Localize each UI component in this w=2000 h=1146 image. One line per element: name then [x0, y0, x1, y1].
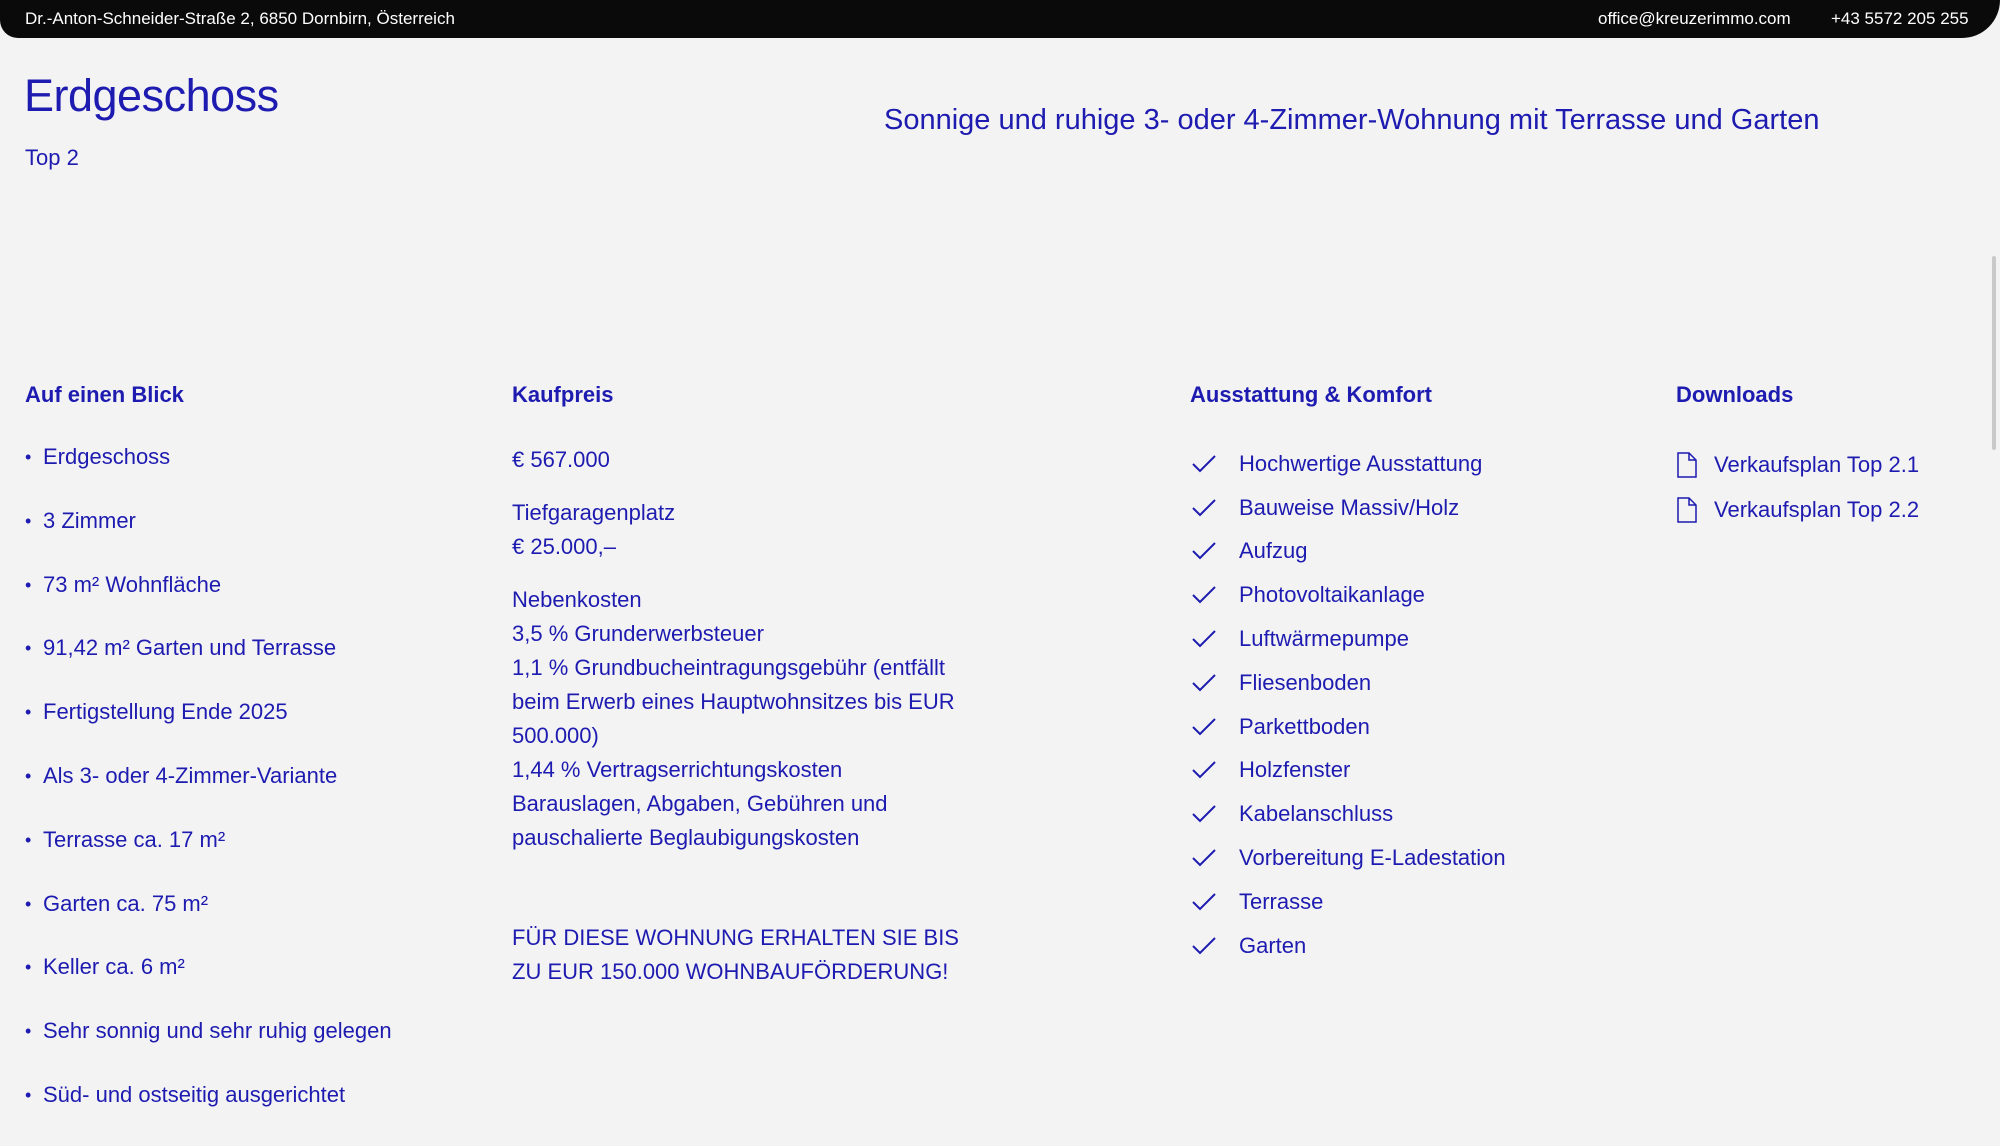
list-item: Garten — [1190, 924, 1506, 968]
scrollbar[interactable] — [1992, 256, 1996, 450]
subsidy-note-line1: FÜR DIESE WOHNUNG ERHALTEN SIE BIS — [512, 925, 959, 950]
list-item: • Süd- und ostseitig ausgerichtet — [25, 1081, 346, 1107]
list-item: Terrasse — [1190, 880, 1506, 924]
list-item: Photovoltaikanlage — [1190, 573, 1506, 617]
check-icon — [1190, 844, 1218, 872]
list-item: Aufzug — [1190, 530, 1506, 574]
check-icon — [1190, 756, 1218, 784]
costs-line: 3,5 % Grunderwerbsteuer — [512, 621, 764, 646]
check-icon — [1190, 713, 1218, 741]
list-item: Parkettboden — [1190, 705, 1506, 749]
list-item: Holzfenster — [1190, 749, 1506, 793]
document-icon — [1676, 452, 1698, 478]
bullet-icon: • — [25, 1084, 32, 1105]
check-icon — [1190, 537, 1218, 565]
costs-line: pauschalierte Beglaubigungskosten — [512, 825, 860, 850]
parking-price: € 25.000,– — [512, 534, 616, 559]
glance-list — [25, 444, 392, 1146]
download-link-top-2-2[interactable]: Verkaufsplan Top 2.2 — [1676, 487, 1919, 532]
list-item: • Sehr sonnig und sehr ruhig gelegen — [25, 1018, 392, 1044]
list-item: Luftwärmepumpe — [1190, 617, 1506, 661]
unit-headline: Sonnige und ruhige 3- oder 4-Zimmer-Wohnung mit Terrasse und Garten — [884, 104, 1820, 136]
bullet-icon: • — [25, 957, 32, 978]
bullet-icon: • — [25, 447, 32, 467]
check-icon — [1190, 888, 1218, 916]
list-item: Bauweise Massiv/Holz — [1190, 486, 1506, 530]
costs-label: Nebenkosten — [512, 587, 642, 612]
bullet-icon: • — [25, 893, 32, 914]
unit-subtitle: Top 2 — [25, 145, 79, 170]
bullet-icon: • — [25, 702, 32, 723]
features-list — [1190, 442, 1506, 968]
subsidy-note-line2: ZU EUR 150.000 WOHNBAUFÖRDERUNG! — [512, 959, 949, 984]
bullet-icon: • — [25, 510, 32, 531]
list-item: • Keller ca. 6 m² — [25, 954, 185, 980]
bullet-icon: • — [25, 574, 32, 595]
list-item: Vorbereitung E-Ladestation — [1190, 836, 1506, 880]
check-icon — [1190, 494, 1218, 522]
download-link-top-2-1[interactable]: Verkaufsplan Top 2.1 — [1676, 442, 1919, 487]
check-icon — [1190, 625, 1218, 653]
bullet-icon: • — [25, 829, 32, 850]
top-contact-bar — [0, 0, 2000, 38]
list-item: • 91,42 m² Garten und Terrasse — [25, 635, 337, 661]
phone-link[interactable]: +43 5572 205 255 — [1831, 9, 1969, 28]
list-item: • 3 Zimmer — [25, 507, 136, 533]
costs-line: beim Erwerb eines Hauptwohnsitzes bis EUR — [512, 689, 955, 714]
check-icon — [1190, 800, 1218, 828]
list-item: • Als 3- oder 4-Zimmer-Variante — [25, 762, 338, 788]
address-text: Dr.-Anton-Schneider-Straße 2, 6850 Dornbirn, Österreich — [25, 9, 455, 28]
check-icon — [1190, 669, 1218, 697]
check-icon — [1190, 450, 1218, 478]
page-title: Erdgeschoss — [24, 70, 279, 121]
downloads-heading: Downloads — [1676, 382, 1794, 407]
downloads-list — [1676, 442, 1919, 532]
check-icon — [1190, 932, 1218, 960]
list-item: • 73 m² Wohnfläche — [25, 571, 222, 597]
list-item: • Terrasse ca. 17 m² — [25, 826, 226, 852]
list-item: Hochwertige Ausstattung — [1190, 442, 1506, 486]
purchase-price: € 567.000 — [512, 447, 610, 472]
bullet-icon: • — [25, 638, 32, 659]
check-icon — [1190, 581, 1218, 609]
bullet-icon: • — [25, 1021, 32, 1042]
features-heading: Ausstattung & Komfort — [1190, 382, 1432, 407]
bullet-icon: • — [25, 765, 32, 786]
glance-heading: Auf einen Blick — [25, 382, 184, 407]
costs-line: Barauslagen, Abgaben, Gebühren und — [512, 791, 888, 816]
costs-line: 1,44 % Vertragserrichtungskosten — [512, 757, 843, 782]
price-heading: Kaufpreis — [512, 382, 614, 407]
email-link[interactable]: office@kreuzerimmo.com — [1598, 9, 1791, 28]
list-item: Fliesenboden — [1190, 661, 1506, 705]
list-item: • Garten ca. 75 m² — [25, 890, 209, 916]
list-item: • Erdgeschoss — [25, 444, 171, 469]
list-item: Kabelanschluss — [1190, 792, 1506, 836]
parking-label: Tiefgaragenplatz — [512, 500, 676, 525]
costs-line: 500.000) — [512, 723, 599, 748]
document-icon — [1676, 497, 1698, 523]
list-item: • Fertigstellung Ende 2025 — [25, 699, 288, 725]
costs-line: 1,1 % Grundbucheintragungsgebühr (entfällt — [512, 655, 945, 680]
